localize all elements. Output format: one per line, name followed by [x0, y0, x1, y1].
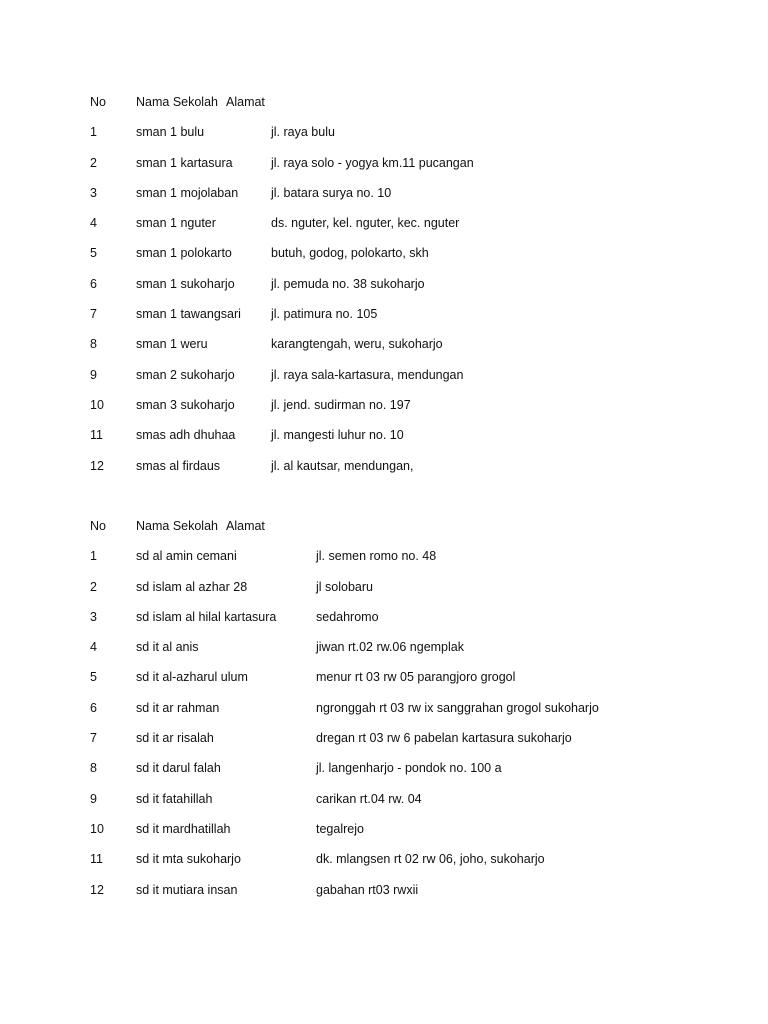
row-number: 1 [90, 125, 97, 140]
school-name: sman 1 polokarto [136, 246, 232, 261]
school-address: dregan rt 03 rw 6 pabelan kartasura sukoharjo [316, 731, 572, 746]
school-address: jl. al kautsar, mendungan, [271, 458, 414, 473]
school-address: jl. jend. sudirman no. 197 [271, 397, 411, 412]
row-number: 7 [90, 307, 97, 322]
school-name: sd it fatahillah [136, 791, 213, 806]
row-number: 11 [90, 428, 103, 443]
school-address: tegalrejo [316, 821, 364, 836]
school-name: sd it ar rahman [136, 700, 220, 715]
school-name: sman 1 nguter [136, 216, 216, 231]
row-number: 9 [90, 791, 97, 806]
school-address: jl. raya sala-kartasura, mendungan [271, 367, 464, 382]
school-address: sedahromo [316, 609, 379, 624]
school-address: jl. raya solo - yogya km.11 pucangan [271, 155, 474, 170]
row-number: 5 [90, 670, 97, 685]
school-name: sman 1 tawangsari [136, 307, 241, 322]
school-name: sd it mutiara insan [136, 882, 238, 897]
row-number: 4 [90, 640, 97, 655]
row-number: 4 [90, 216, 97, 231]
school-address: jiwan rt.02 rw.06 ngemplak [316, 640, 464, 655]
school-address: jl. raya bulu [271, 125, 335, 140]
school-name: sman 1 weru [136, 337, 208, 352]
header-address: Alamat [226, 95, 265, 109]
school-address: jl. mangesti luhur no. 10 [271, 428, 404, 443]
school-name: sd it al anis [136, 640, 199, 655]
school-address: dk. mlangsen rt 02 rw 06, joho, sukoharjo [316, 852, 545, 867]
school-address: gabahan rt03 rwxii [316, 882, 419, 897]
row-number: 5 [90, 246, 97, 261]
row-number: 3 [90, 609, 97, 624]
school-address: carikan rt.04 rw. 04 [316, 791, 422, 806]
school-address: jl. patimura no. 105 [271, 307, 378, 322]
school-address: jl. semen romo no. 48 [316, 549, 437, 564]
school-name: sman 3 sukoharjo [136, 397, 235, 412]
school-address: jl. batara surya no. 10 [271, 185, 392, 200]
header-school-name: Nama Sekolah [136, 519, 218, 533]
school-name: sd al amin cemani [136, 549, 237, 564]
school-name: sman 2 sukoharjo [136, 367, 235, 382]
row-number: 12 [90, 882, 104, 897]
row-number: 11 [90, 852, 103, 867]
school-name: sman 1 bulu [136, 125, 205, 140]
row-number: 3 [90, 185, 97, 200]
school-name: sd it mta sukoharjo [136, 852, 241, 867]
header-address: Alamat [226, 519, 265, 533]
school-name: sman 1 kartasura [136, 155, 233, 170]
school-address: ds. nguter, kel. nguter, kec. nguter [271, 216, 460, 231]
school-name: smas al firdaus [136, 458, 221, 473]
row-number: 1 [90, 549, 97, 564]
row-number: 8 [90, 337, 97, 352]
school-name: sman 1 mojolaban [136, 185, 239, 200]
school-address: ngronggah rt 03 rw ix sanggrahan grogol sukoharjo [316, 700, 599, 715]
school-address: jl solobaru [316, 579, 373, 594]
school-address: menur rt 03 rw 05 parangjoro grogol [316, 670, 516, 685]
school-name: smas adh dhuhaa [136, 428, 236, 443]
school-address: jl. pemuda no. 38 sukoharjo [271, 276, 425, 291]
row-number: 8 [90, 761, 97, 776]
school-name: sman 1 sukoharjo [136, 276, 235, 291]
row-number: 2 [90, 579, 97, 594]
school-name: sd it mardhatillah [136, 821, 231, 836]
school-address: jl. langenharjo - pondok no. 100 a [316, 761, 502, 776]
school-name: sd it ar risalah [136, 731, 214, 746]
school-name: sd islam al azhar 28 [136, 579, 248, 594]
row-number: 10 [90, 821, 104, 836]
school-name: sd it darul falah [136, 761, 221, 776]
row-number: 10 [90, 397, 104, 412]
row-number: 6 [90, 276, 97, 291]
header-no: No [90, 519, 106, 533]
row-number: 2 [90, 155, 97, 170]
school-name: sd islam al hilal kartasura [136, 609, 277, 624]
school-address: karangtengah, weru, sukoharjo [271, 337, 443, 352]
school-name: sd it al-azharul ulum [136, 670, 248, 685]
row-number: 7 [90, 731, 97, 746]
header-school-name: Nama Sekolah [136, 95, 218, 109]
row-number: 6 [90, 700, 97, 715]
row-number: 12 [90, 458, 104, 473]
school-address: butuh, godog, polokarto, skh [271, 246, 429, 261]
header-no: No [90, 95, 106, 109]
row-number: 9 [90, 367, 97, 382]
